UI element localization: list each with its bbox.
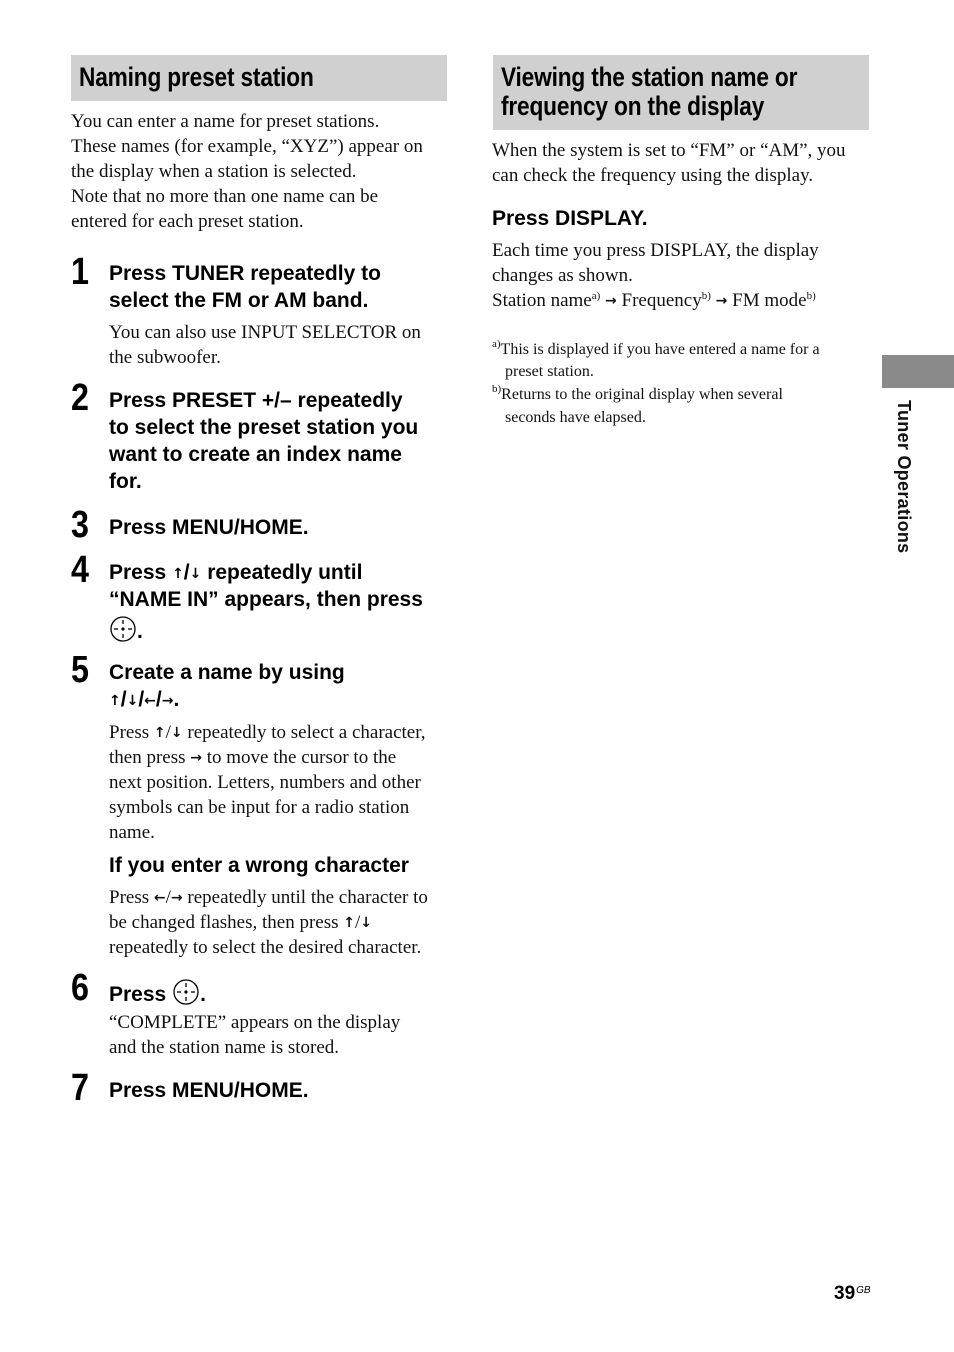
step-number: 2 [71, 377, 89, 419]
section-header-naming [71, 55, 447, 101]
slash: / [165, 887, 171, 908]
step-body [109, 885, 428, 911]
footnote: seconds have elapsed. [505, 409, 646, 426]
left-arrow-icon: ← [153, 890, 166, 906]
body-text: then press [109, 747, 191, 768]
step-title [109, 559, 362, 588]
step-body: name. [109, 822, 155, 843]
subheading-wrong-character: If you enter a wrong character [109, 854, 409, 877]
step-body [109, 720, 426, 746]
step-body: next position. Letters, numbers and other [109, 772, 421, 793]
page-suffix: GB [856, 1285, 871, 1296]
step-title: Press TUNER repeatedly to [109, 262, 381, 285]
step-body: the subwoofer. [109, 347, 221, 368]
footnote: preset station. [505, 363, 594, 380]
slash: / [183, 561, 190, 584]
left-arrow-icon: ← [144, 693, 156, 709]
section-title: frequency on the display [501, 91, 765, 121]
slash: / [165, 722, 171, 743]
sequence-item: Frequency [621, 290, 702, 311]
step-title: Press MENU/HOME. [109, 516, 309, 539]
up-arrow-icon: ↑ [343, 915, 355, 931]
step-title-text: . [173, 688, 180, 711]
step-title [109, 978, 206, 1008]
up-arrow-icon: ↑ [109, 693, 121, 709]
footnote-text: This is displayed if you have entered a name for a [500, 341, 820, 358]
step-body [109, 745, 396, 771]
section-title: Naming preset station [79, 62, 314, 92]
step-number: 5 [71, 649, 89, 691]
step-title-text: . [137, 620, 143, 643]
sequence-item: Station name [492, 290, 592, 311]
step-title-text: Press [109, 561, 173, 584]
step-title-text: repeatedly until [201, 561, 363, 584]
body-text: repeatedly until the character to [182, 887, 428, 908]
footnote [492, 384, 783, 406]
step-body: and the station name is stored. [109, 1037, 340, 1058]
step-title: Press PRESET +/– repeatedly [109, 389, 403, 412]
right-arrow-icon: → [170, 890, 183, 906]
up-arrow-icon: ↑ [153, 725, 166, 741]
page-number [834, 1283, 871, 1305]
slash: / [120, 688, 127, 711]
step-title: for. [109, 470, 142, 493]
step-title: Press MENU/HOME. [109, 1079, 309, 1102]
footnote [492, 339, 820, 361]
down-arrow-icon: ↓ [360, 915, 373, 931]
page-number-value: 39 [834, 1283, 856, 1304]
body-line: Each time you press DISPLAY, the display [492, 240, 819, 261]
body-text: repeatedly to select a character, [182, 722, 426, 743]
chapter-tab [882, 355, 954, 388]
footnote-mark: b) [492, 383, 502, 395]
step-title: select the FM or AM band. [109, 289, 369, 312]
step-number: 4 [71, 549, 89, 591]
footnote-mark: a) [591, 290, 601, 302]
right-arrow-icon: → [605, 293, 617, 309]
footnote-mark: b) [806, 290, 816, 302]
step-number: 3 [71, 504, 89, 546]
footnote-mark: a) [492, 338, 501, 350]
right-arrow-icon: → [715, 293, 728, 309]
sequence-item: FM mode [732, 290, 807, 311]
intro-line: entered for each preset station. [71, 211, 304, 232]
footnote-mark: b) [701, 290, 711, 302]
step-body: repeatedly to select the desired character. [109, 937, 422, 958]
down-arrow-icon: ↓ [189, 566, 202, 582]
body-text: Press [109, 722, 154, 743]
down-arrow-icon: ↓ [126, 693, 139, 709]
step-title [109, 686, 179, 715]
step-title: want to create an index name [109, 443, 402, 466]
intro-line: Note that no more than one name can be [71, 186, 379, 207]
display-sequence [492, 288, 816, 314]
slash: / [155, 688, 162, 711]
step-body: “COMPLETE” appears on the display [109, 1012, 401, 1033]
step-number: 1 [71, 251, 89, 293]
step-title: “NAME IN” appears, then press [109, 588, 423, 611]
step-number: 6 [71, 967, 89, 1009]
step-title: to select the preset station you [109, 416, 419, 439]
chapter-label: Tuner Operations [894, 400, 914, 554]
enter-button-icon [172, 978, 200, 1006]
subheading-press-display: Press DISPLAY. [492, 207, 648, 230]
intro-line: These names (for example, “XYZ”) appear on [71, 136, 423, 157]
step-title [109, 615, 143, 645]
step-body: symbols can be input for a radio station [109, 797, 410, 818]
right-arrow-icon: → [190, 750, 202, 766]
intro-line: You can enter a name for preset stations. [71, 111, 380, 132]
slash: / [355, 912, 361, 933]
step-title-text: Press [109, 983, 173, 1006]
slash: / [138, 688, 145, 711]
enter-button-icon [109, 615, 137, 643]
footnote-text: Returns to the original display when several [501, 386, 783, 403]
intro-line: When the system is set to “FM” or “AM”, you [492, 140, 846, 161]
down-arrow-icon: ↓ [170, 725, 183, 741]
body-text: be changed flashes, then press [109, 912, 344, 933]
step-title: Create a name by using [109, 661, 345, 684]
step-body: You can also use INPUT SELECTOR on [109, 322, 421, 343]
body-text: Press [109, 887, 154, 908]
step-title-text: . [200, 983, 206, 1006]
section-header-viewing [493, 55, 869, 130]
right-arrow-icon: → [161, 693, 174, 709]
intro-line: can check the frequency using the display. [492, 165, 814, 186]
step-body [109, 910, 372, 936]
intro-line: the display when a station is selected. [71, 161, 357, 182]
step-number: 7 [71, 1067, 89, 1109]
body-text: to move the cursor to the [202, 747, 397, 768]
up-arrow-icon: ↑ [172, 566, 184, 582]
body-line: changes as shown. [492, 265, 633, 286]
section-title: Viewing the station name or [501, 62, 798, 92]
